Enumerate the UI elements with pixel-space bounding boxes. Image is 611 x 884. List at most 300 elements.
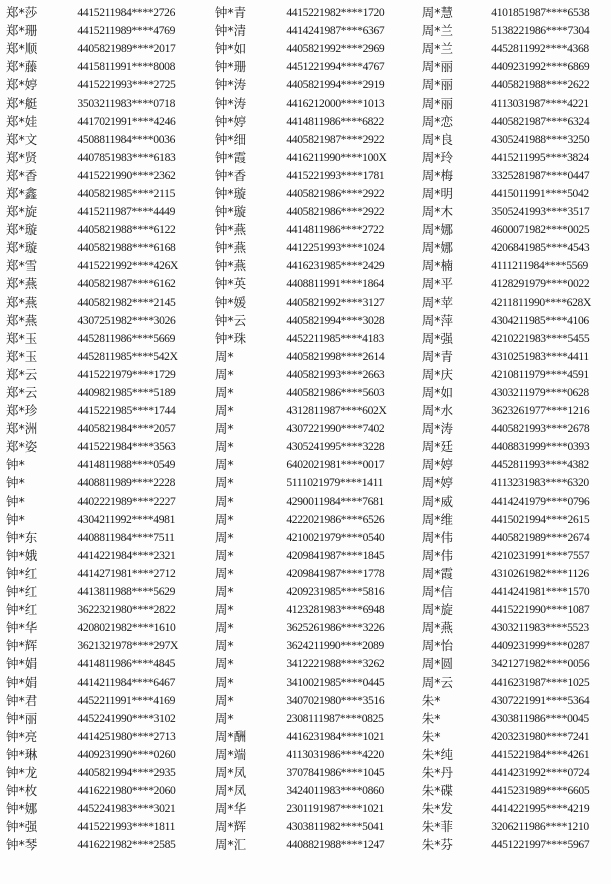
id-number-cell: 4405821988****6122 — [77, 223, 176, 237]
id-number-cell: 4415211989****4769 — [77, 24, 176, 38]
id-number-cell: 3412221988****3262 — [286, 657, 385, 671]
id-number-cell: 3325281987****0447 — [491, 168, 590, 182]
table-row — [6, 76, 611, 94]
id-number-cell: 4452811992****4368 — [491, 42, 589, 56]
name-cell: 钟*丽 — [6, 710, 38, 726]
name-cell: 钟* — [6, 511, 25, 527]
name-cell: 郑*香 — [6, 167, 38, 183]
id-number-cell: 4304211992****4981 — [77, 512, 176, 526]
name-cell: 周*伟 — [421, 529, 454, 545]
id-number-cell: 4415221993****1781 — [286, 168, 385, 182]
id-number-cell: 4414211984****6467 — [77, 675, 176, 689]
name-cell: 周*丽 — [421, 59, 454, 75]
name-cell: 郑*珊 — [6, 23, 38, 39]
name-cell: 周*青 — [421, 348, 454, 364]
table-row — [6, 185, 611, 203]
id-number-cell: 3623261977****1216 — [491, 404, 590, 418]
id-number-cell: 4408811984****7511 — [77, 530, 175, 544]
name-cell: 周*维 — [421, 511, 454, 527]
table-row — [6, 58, 611, 76]
name-cell: 周* — [214, 547, 234, 563]
name-cell: 周*信 — [421, 584, 454, 600]
name-cell: 钟*燕 — [214, 240, 247, 256]
name-cell: 钟*琳 — [6, 746, 38, 762]
id-number-cell: 4312811987****602X — [286, 404, 387, 418]
name-cell: 周*玲 — [421, 149, 454, 165]
name-cell: 朱*菲 — [421, 819, 454, 835]
id-number-cell: 4415221993****1811 — [77, 820, 176, 834]
id-number-cell: 4101851987****6538 — [491, 6, 590, 20]
id-number-cell: 4409821985****5189 — [77, 386, 176, 400]
name-cell: 钟*东 — [6, 529, 38, 545]
id-number-cell: 4452811986****5669 — [77, 331, 176, 345]
name-cell: 钟*龙 — [6, 764, 38, 780]
id-number-cell: 4203231980****7241 — [491, 729, 590, 743]
name-cell: 郑*燕 — [6, 312, 38, 328]
id-number-cell: 4414221995****4219 — [491, 802, 590, 816]
id-number-cell: 4405821987****2922 — [286, 132, 385, 146]
name-cell: 钟*如 — [214, 41, 247, 57]
name-cell: 钟*霞 — [214, 149, 247, 165]
table-row — [6, 619, 611, 637]
id-number-cell: 4415211987****4449 — [77, 205, 176, 219]
id-number-cell: 4408821988****1247 — [286, 838, 385, 852]
name-cell: 钟*红 — [6, 584, 38, 600]
id-number-cell: 4310261982****1126 — [491, 566, 589, 580]
name-cell: 周*兰 — [421, 41, 454, 57]
id-number-cell: 4209841987****1845 — [286, 548, 385, 562]
id-number-cell: 4451221994****4767 — [286, 60, 385, 74]
name-cell: 周* — [214, 584, 234, 600]
name-cell: 周* — [214, 403, 234, 419]
id-number-cell: 4415211984****2726 — [77, 6, 176, 20]
id-number-cell: 4415221992****426X — [77, 259, 179, 273]
name-cell: 朱*发 — [421, 801, 454, 817]
id-number-cell: 4452241983****3021 — [77, 802, 176, 816]
name-cell: 周*娜 — [421, 240, 454, 256]
name-cell: 周* — [214, 565, 234, 581]
id-number-cell: 4210221983****5455 — [491, 331, 590, 345]
name-cell: 钟*娟 — [6, 656, 38, 672]
name-cell: 郑*贤 — [6, 149, 38, 165]
name-cell: 郑*云 — [6, 366, 38, 382]
name-cell: 周* — [214, 620, 234, 636]
id-number-cell: 4405821985****2115 — [77, 186, 176, 200]
table-row — [6, 113, 611, 131]
name-cell: 郑*玉 — [6, 330, 38, 346]
id-number-cell: 4414231992****0724 — [491, 765, 590, 779]
id-number-cell: 4412251993****1024 — [286, 241, 385, 255]
name-cell: 钟*云 — [214, 312, 247, 328]
id-number-cell: 4307221990****7402 — [286, 422, 385, 436]
id-number-cell: 4402221989****2227 — [77, 494, 176, 508]
table-row — [6, 836, 611, 854]
table-row — [6, 601, 611, 619]
name-cell: 周*平 — [421, 276, 454, 292]
name-cell: 周*旋 — [421, 602, 454, 618]
table-row — [6, 818, 611, 836]
name-cell: 钟*清 — [214, 23, 247, 39]
name-cell: 周*苹 — [421, 294, 454, 310]
id-number-cell: 4405821994****2935 — [77, 765, 176, 779]
name-cell: 郑*姿 — [6, 439, 38, 455]
table-row — [6, 710, 611, 728]
name-cell: 郑*婷 — [6, 77, 38, 93]
table-row — [6, 131, 611, 149]
name-cell: 钟* — [6, 457, 25, 473]
id-number-cell: 4405821993****2663 — [286, 367, 385, 381]
name-cell: 钟*涛 — [214, 77, 247, 93]
table-row — [6, 94, 611, 112]
name-cell: 周*慧 — [421, 5, 454, 21]
id-number-cell: 4307221991****5364 — [491, 693, 590, 707]
id-number-cell: 4405821994****3028 — [286, 313, 385, 327]
id-number-cell: 4405821986****2922 — [286, 186, 385, 200]
id-number-cell: 4113031987****4221 — [491, 96, 589, 110]
id-number-cell: 4113231983****6320 — [491, 476, 589, 490]
id-number-cell: 4415811991****8008 — [77, 60, 176, 74]
name-cell: 周*凤 — [214, 764, 247, 780]
id-number-cell: 2308111987****0825 — [286, 711, 384, 725]
name-cell: 钟*燕 — [214, 222, 247, 238]
id-number-cell: 3424011983****0860 — [286, 784, 384, 798]
id-number-cell: 4407851983****6183 — [77, 150, 176, 164]
id-number-cell: 4414271981****2712 — [77, 566, 176, 580]
name-cell: 钟*娟 — [6, 674, 38, 690]
id-number-cell: 4210811979****4591 — [491, 367, 589, 381]
table-row — [6, 782, 611, 800]
id-number-cell: 4415221985****1744 — [77, 404, 176, 418]
table-row — [6, 692, 611, 710]
id-number-cell: 4208021982****1610 — [77, 621, 176, 635]
table-row — [6, 257, 611, 275]
id-number-cell: 4416211990****100X — [286, 150, 387, 164]
id-number-cell: 4416221982****2585 — [77, 838, 176, 852]
id-number-cell: 3410021985****0445 — [286, 675, 385, 689]
id-number-cell: 3503211983****0718 — [77, 96, 176, 110]
name-cell: 郑*藤 — [6, 59, 38, 75]
name-cell: 朱*丹 — [421, 764, 454, 780]
id-number-cell: 3505241993****3517 — [491, 205, 590, 219]
name-cell: 钟*珊 — [214, 59, 247, 75]
id-number-cell: 4416221980****2060 — [77, 784, 176, 798]
id-number-cell: 4414241981****1570 — [491, 585, 590, 599]
name-cell: 朱*芬 — [421, 837, 454, 853]
name-cell: 钟*媛 — [214, 294, 247, 310]
id-number-cell: 5111021979****1411 — [286, 476, 384, 490]
id-number-cell: 4416231987****1025 — [491, 675, 590, 689]
name-cell: 周*丽 — [421, 77, 454, 93]
name-cell: 周*强 — [421, 330, 454, 346]
id-number-cell: 4414811986****4845 — [77, 657, 176, 671]
id-number-cell: 4408811991****1864 — [286, 277, 384, 291]
name-cell: 郑*雪 — [6, 258, 38, 274]
name-cell: 钟*香 — [214, 167, 247, 183]
name-cell: 钟*强 — [6, 819, 38, 835]
table-row — [6, 149, 611, 167]
id-number-cell: 3624211990****2089 — [286, 639, 384, 653]
name-cell: 钟* — [6, 493, 25, 509]
id-number-cell: 4414221984****2321 — [77, 548, 176, 562]
id-number-cell: 4303211979****0628 — [491, 386, 589, 400]
table-row — [6, 275, 611, 293]
table-row — [6, 511, 611, 529]
table-row — [6, 366, 611, 384]
table-row — [6, 40, 611, 58]
id-number-cell: 4128291979****0022 — [491, 277, 590, 291]
id-number-cell: 5138221986****7304 — [491, 24, 590, 38]
name-cell: 钟*娥 — [6, 547, 38, 563]
name-cell: 郑*顺 — [6, 41, 38, 57]
table-row — [6, 330, 611, 348]
name-cell: 周*酬 — [214, 728, 247, 744]
name-cell: 周*圆 — [421, 656, 454, 672]
name-cell: 郑*璇 — [6, 222, 38, 238]
id-number-cell: 4415011991****5042 — [491, 186, 589, 200]
name-cell: 周*如 — [421, 385, 454, 401]
id-number-cell: 4405821982****2145 — [77, 295, 176, 309]
id-number-cell: 4210231991****7557 — [491, 548, 590, 562]
name-cell: 朱*碟 — [421, 783, 454, 799]
name-cell: 周* — [214, 366, 234, 382]
name-cell: 周* — [214, 493, 234, 509]
id-number-cell: 4405821992****2969 — [286, 42, 385, 56]
name-cell: 周*伟 — [421, 547, 454, 563]
name-cell: 钟*婷 — [214, 113, 247, 129]
name-cell: 郑*燕 — [6, 276, 38, 292]
name-cell: 周*凤 — [214, 783, 247, 799]
id-number-cell: 4303211983****5523 — [491, 621, 589, 635]
name-cell: 郑*玉 — [6, 348, 38, 364]
name-cell: 周*燕 — [421, 620, 454, 636]
name-cell: 周*威 — [421, 493, 454, 509]
id-number-cell: 4405821987****6324 — [491, 114, 590, 128]
id-number-cell: 4111211984****5569 — [491, 259, 589, 273]
id-number-cell: 4415221979****1729 — [77, 367, 176, 381]
name-cell: 周*汇 — [214, 837, 247, 853]
table-row — [6, 384, 611, 402]
name-cell: 周*楠 — [421, 258, 454, 274]
name-cell: 钟*细 — [214, 131, 247, 147]
name-cell: 周*云 — [421, 674, 454, 690]
id-number-cell: 4417021991****4246 — [77, 114, 176, 128]
table-row — [6, 456, 611, 474]
name-cell: 朱* — [421, 710, 441, 726]
id-number-cell: 4415221990****1087 — [491, 603, 590, 617]
name-cell: 郑*鑫 — [6, 185, 38, 201]
id-number-cell: 4415221984****4261 — [491, 747, 590, 761]
table-row — [6, 800, 611, 818]
id-number-cell: 4452241990****3102 — [77, 711, 176, 725]
table-row — [6, 438, 611, 456]
table-row — [6, 655, 611, 673]
id-number-cell: 4452811985****542X — [77, 349, 178, 363]
name-cell: 周*木 — [421, 204, 454, 220]
name-cell: 周*廷 — [421, 439, 454, 455]
id-number-cell: 4408831999****0393 — [491, 440, 590, 454]
name-id-table — [6, 4, 611, 854]
name-cell: 朱*纯 — [421, 746, 454, 762]
name-cell: 郑*莎 — [6, 5, 38, 21]
id-number-cell: 4405821986****5603 — [286, 386, 385, 400]
name-cell: 郑*燕 — [6, 294, 38, 310]
id-number-cell: 3622321980****2822 — [77, 603, 176, 617]
name-cell: 郑*云 — [6, 385, 38, 401]
id-number-cell: 4305241995****3228 — [286, 440, 385, 454]
id-number-cell: 4405821993****2678 — [491, 422, 590, 436]
id-number-cell: 4123281983****6948 — [286, 603, 385, 617]
name-cell: 周*华 — [214, 801, 247, 817]
table-row — [6, 565, 611, 583]
id-number-cell: 4304211985****4106 — [491, 313, 589, 327]
name-cell: 周* — [214, 457, 234, 473]
name-cell: 钟*涛 — [214, 95, 247, 111]
name-cell: 周* — [214, 674, 234, 690]
id-number-cell: 4209231985****5816 — [286, 585, 385, 599]
name-cell: 钟*辉 — [6, 638, 38, 654]
name-cell: 周*婷 — [421, 457, 454, 473]
table-row — [6, 203, 611, 221]
id-number-cell: 3407021980****3516 — [286, 693, 385, 707]
table-row — [6, 402, 611, 420]
name-cell: 周* — [214, 710, 234, 726]
table-row — [6, 4, 611, 22]
id-number-cell: 6402021981****0017 — [286, 458, 385, 472]
table-row — [6, 474, 611, 492]
table-row — [6, 637, 611, 655]
id-number-cell: 4307251982****3026 — [77, 313, 176, 327]
id-number-cell: 4408811989****2228 — [77, 476, 176, 490]
name-cell: 周* — [214, 602, 234, 618]
id-number-cell: 4409231999****0287 — [491, 639, 590, 653]
name-cell: 钟*琴 — [6, 837, 38, 853]
id-number-cell: 4414811986****6822 — [286, 114, 384, 128]
id-number-cell: 4415231989****6605 — [491, 784, 590, 798]
name-cell: 钟*华 — [6, 620, 38, 636]
id-number-cell: 4415221993****2725 — [77, 78, 176, 92]
id-number-cell: 4405821998****2614 — [286, 349, 385, 363]
name-cell: 郑*珍 — [6, 403, 38, 419]
id-number-cell: 4414241987****6367 — [286, 24, 385, 38]
name-cell: 周* — [214, 439, 234, 455]
name-cell: 周*端 — [214, 746, 247, 762]
name-cell: 郑*旋 — [6, 204, 38, 220]
name-cell: 周* — [214, 421, 234, 437]
name-cell: 朱* — [421, 728, 441, 744]
id-number-cell: 4222021986****6526 — [286, 512, 385, 526]
id-number-cell: 4290011984****7681 — [286, 494, 384, 508]
id-number-cell: 4452211991****4169 — [77, 693, 176, 707]
id-number-cell: 4206841985****4543 — [491, 241, 590, 255]
id-number-cell: 4415211995****3824 — [491, 150, 589, 164]
id-number-cell: 4305241988****3250 — [491, 132, 590, 146]
table-row — [6, 312, 611, 330]
name-cell: 钟*君 — [6, 692, 38, 708]
name-cell: 郑*璇 — [6, 240, 38, 256]
name-cell: 钟*亮 — [6, 728, 38, 744]
table-row — [6, 493, 611, 511]
id-number-cell: 3206211986****1210 — [491, 820, 589, 834]
name-cell: 郑*娃 — [6, 113, 38, 129]
id-number-cell: 4405821988****6168 — [77, 241, 176, 255]
table-row — [6, 547, 611, 565]
id-number-cell: 4416231985****2429 — [286, 259, 385, 273]
id-number-cell: 4209841987****1778 — [286, 566, 385, 580]
table-row — [6, 529, 611, 547]
id-number-cell: 4452811993****4382 — [491, 458, 589, 472]
name-cell: 朱* — [421, 692, 441, 708]
table-row — [6, 764, 611, 782]
name-cell: 周* — [214, 529, 234, 545]
table-row — [6, 673, 611, 691]
name-cell: 周* — [214, 692, 234, 708]
name-cell: 钟*枚 — [6, 783, 38, 799]
name-cell: 周* — [214, 385, 234, 401]
id-number-cell: 4211811990****628X — [491, 295, 592, 309]
name-cell: 周*婷 — [421, 475, 454, 491]
id-number-cell: 4113031986****4220 — [286, 747, 384, 761]
name-cell: 周* — [214, 511, 234, 527]
name-cell: 郑*文 — [6, 131, 38, 147]
name-cell: 周*兰 — [421, 23, 454, 39]
id-number-cell: 4416231984****1021 — [286, 729, 385, 743]
id-number-cell: 4405821989****2017 — [77, 42, 176, 56]
table-row — [6, 221, 611, 239]
name-cell: 周*娜 — [421, 222, 454, 238]
name-cell: 钟*珠 — [214, 330, 247, 346]
name-cell: 周* — [214, 638, 234, 654]
id-number-cell: 4303811986****0045 — [491, 711, 589, 725]
id-number-cell: 4409231992****6869 — [491, 60, 590, 74]
name-cell: 钟*燕 — [214, 258, 247, 274]
name-cell: 周* — [214, 348, 234, 364]
id-number-cell: 4415221990****2362 — [77, 168, 176, 182]
id-number-cell: 4451221997****5967 — [491, 838, 590, 852]
id-number-cell: 3621321978****297X — [77, 639, 179, 653]
name-cell: 郑*洲 — [6, 421, 38, 437]
table-row — [6, 583, 611, 601]
name-cell: 周*水 — [421, 403, 454, 419]
name-cell: 钟*红 — [6, 602, 38, 618]
id-number-cell: 4409231990****0260 — [77, 747, 176, 761]
name-cell: 周*怡 — [421, 638, 454, 654]
id-number-cell: 4303811982****5041 — [286, 820, 384, 834]
table-row — [6, 22, 611, 40]
name-cell: 钟* — [6, 475, 25, 491]
id-number-cell: 4405821988****2622 — [491, 78, 590, 92]
name-cell: 周* — [214, 656, 234, 672]
id-number-cell: 4452211985****4183 — [286, 331, 384, 345]
table-row — [6, 728, 611, 746]
id-number-cell: 3707841986****1045 — [286, 765, 385, 779]
table-row — [6, 746, 611, 764]
table-row — [6, 167, 611, 185]
id-number-cell: 4210021979****0540 — [286, 530, 385, 544]
id-number-cell: 4405821992****3127 — [286, 295, 385, 309]
id-number-cell: 4414811986****2722 — [286, 223, 384, 237]
id-number-cell: 4310251983****4411 — [491, 349, 589, 363]
id-number-cell: 2301191987****1021 — [286, 802, 384, 816]
name-cell: 周*明 — [421, 185, 454, 201]
name-cell: 周*萍 — [421, 312, 454, 328]
name-cell: 钟*红 — [6, 565, 38, 581]
name-cell: 周*丽 — [421, 95, 454, 111]
id-number-cell: 4415021994****2615 — [491, 512, 590, 526]
table-row — [6, 294, 611, 312]
id-number-cell: 4416212000****1013 — [286, 96, 385, 110]
id-number-cell: 4405821994****2919 — [286, 78, 385, 92]
name-cell: 周*良 — [421, 131, 454, 147]
